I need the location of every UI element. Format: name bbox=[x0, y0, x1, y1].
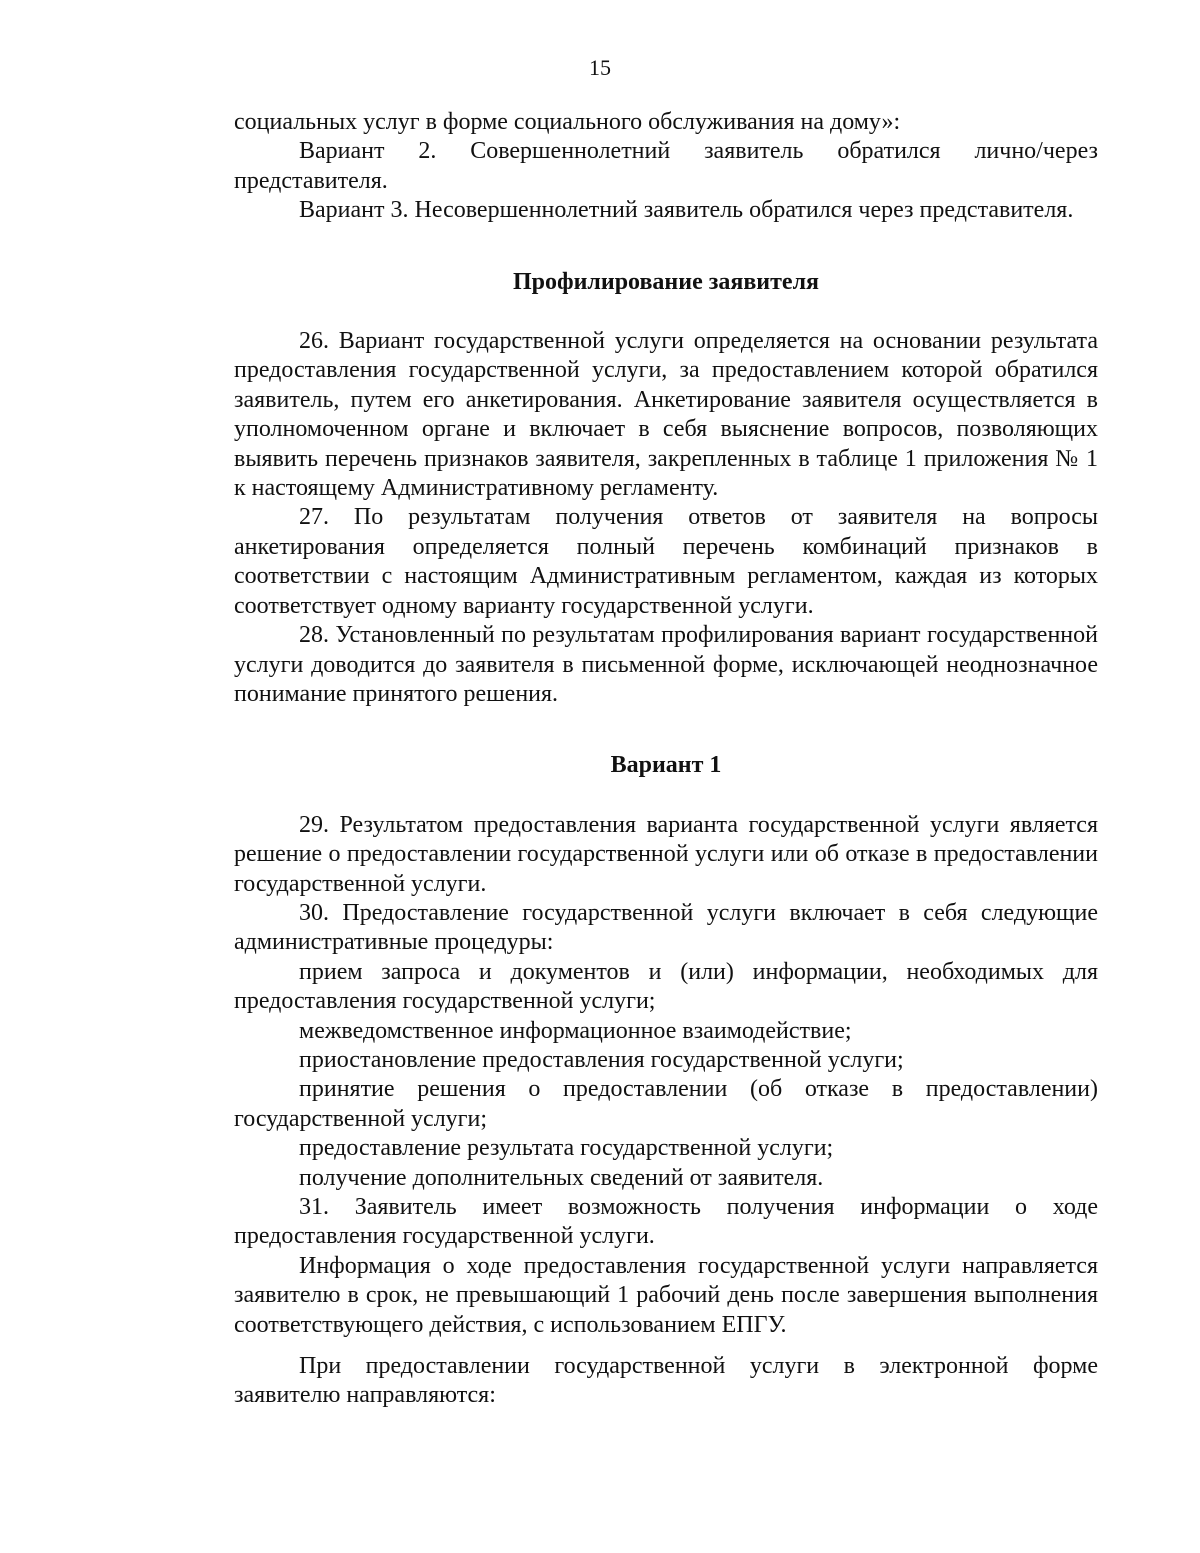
spacer bbox=[234, 1340, 1098, 1352]
paragraph: межведомственное информационное взаимодействие; bbox=[299, 1017, 852, 1044]
section-heading: Вариант 1 bbox=[610, 752, 722, 779]
paragraph: приостановление предоставления государственной услуги; bbox=[299, 1046, 904, 1073]
paragraph: социальных услуг в форме социального обслуживания на дому»: bbox=[234, 109, 901, 135]
paragraph: Вариант 2. Совершеннолетний заявитель обратился лично/через представителя. bbox=[234, 138, 1098, 194]
paragraph: 28. Установленный по результатам профилирования вариант государственной услуги доводится до заявителя в письменной форме, исключающей неоднозначное понимание принятого решения. bbox=[234, 622, 1098, 707]
spacer bbox=[234, 709, 1098, 751]
paragraph: предоставление результата государственной услуги; bbox=[299, 1135, 834, 1162]
paragraph: 29. Результатом предоставления варианта государственной услуги является решение о предоставлении государственной услуги или об отказе в предоставлении государственной услуги. bbox=[234, 811, 1098, 897]
section-heading: Профилирование заявителя bbox=[512, 268, 820, 295]
paragraph: 30. Предоставление государственной услуги включает в себя следующие административные процедуры: bbox=[234, 899, 1098, 956]
paragraph: Информация о ходе предоставления государственной услуги направляется заявителю в срок, не превышающий 1 рабочий день после завершения выполнения соответствующего действия, с использованием ЕПГУ. bbox=[234, 1252, 1098, 1338]
spacer bbox=[234, 781, 1098, 811]
paragraph: принятие решения о предоставлении (об отказе в предоставлении) государственной услуги; bbox=[234, 1076, 1098, 1132]
paragraph: получение дополнительных сведений от заявителя. bbox=[299, 1164, 824, 1191]
paragraph: Вариант 3. Несовершеннолетний заявитель обратился через представителя. bbox=[299, 197, 1074, 224]
paragraph: 27. По результатам получения ответов от заявителя на вопросы анкетирования определяется полный перечень комбинаций признаков в соответствии с настоящим Административным регламентом, каждая из которых соответствует одному варианту государственной услуги. bbox=[234, 504, 1098, 619]
page-number: 15 bbox=[589, 55, 611, 80]
spacer bbox=[234, 297, 1098, 327]
document-body bbox=[234, 108, 1098, 1411]
paragraph: прием запроса и документов и (или) информации, необходимых для предоставления государственной услуги; bbox=[234, 958, 1098, 1015]
paragraph: 26. Вариант государственной услуги определяется на основании результата предоставления государственной услуги, за предоставлением которой обратился заявитель, путем его анкетирования. Анкетирование заявителя осуществляется в уполномоченном органе и включает в себя выяснение вопросов, позволяющих выявить перечень признаков заявителя, закрепленных в таблице 1 приложения № 1 к настоящему Административному регламенту. bbox=[234, 328, 1098, 502]
spacer bbox=[234, 226, 1098, 268]
paragraph: 31. Заявитель имеет возможность получения информации о ходе предоставления государственной услуги. bbox=[234, 1194, 1098, 1250]
paragraph: При предоставлении государственной услуги в электронной форме заявителю направляются: bbox=[234, 1353, 1098, 1409]
